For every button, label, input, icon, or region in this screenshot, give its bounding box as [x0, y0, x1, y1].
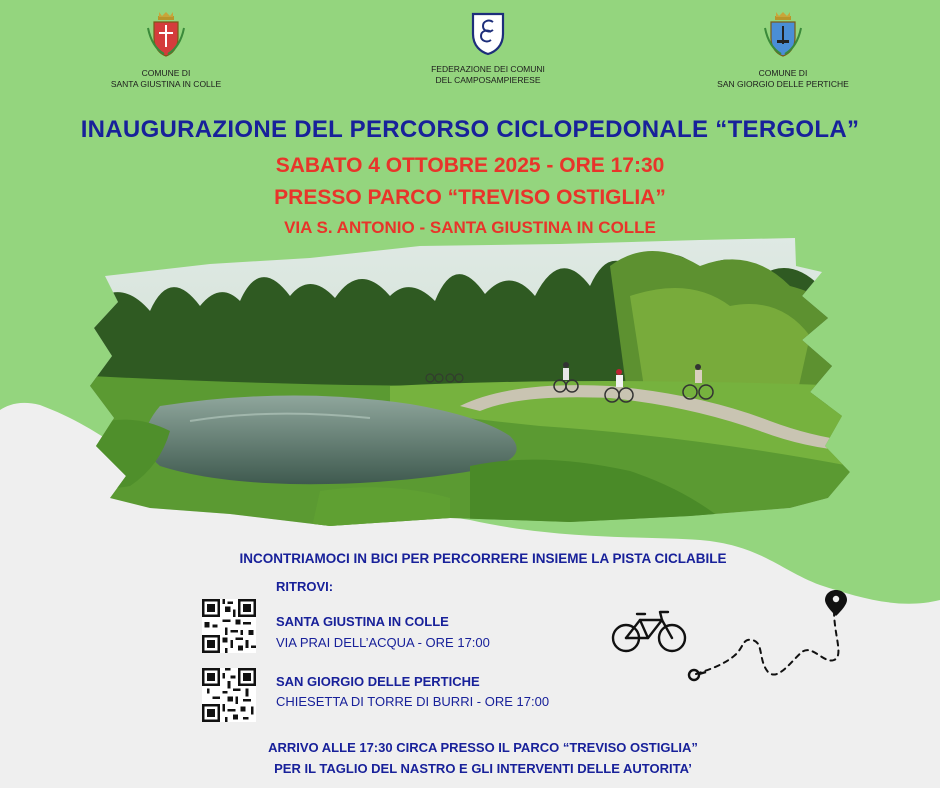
- coat-of-arms-icon: [144, 10, 188, 58]
- meeting-point-detail: CHIESETTA DI TORRE DI BURRI - ORE 17:00: [276, 694, 550, 709]
- qr-code-icon[interactable]: [202, 668, 256, 722]
- event-place: PRESSO PARCO “TREVISO OSTIGLIA”: [274, 186, 666, 209]
- logo-caption: COMUNE DI SANTA GIUSTINA IN COLLE: [110, 68, 222, 89]
- bicycle-icon: [610, 608, 688, 656]
- arrival-line-1: ARRIVO ALLE 17:30 CIRCA PRESSO IL PARCO “TREVISO OSTIGLIA”: [268, 740, 698, 755]
- federation-shield-icon: [470, 10, 506, 56]
- logo-federazione: [388, 10, 588, 86]
- invite-text: INCONTRIAMOCI IN BICI PER PERCORRERE INSIEME LA PISTA CICLABILE: [239, 551, 727, 566]
- event-address: VIA S. ANTONIO - SANTA GIUSTINA IN COLLE: [284, 218, 656, 237]
- coat-of-arms-icon: [761, 10, 805, 58]
- meeting-point-detail: VIA PRAI DELL’ACQUA - ORE 17:00: [276, 635, 490, 650]
- event-title: INAUGURAZIONE DEL PERCORSO CICLOPEDONALE “TERGOLA”: [80, 116, 860, 143]
- meeting-point-name: SANTA GIUSTINA IN COLLE: [276, 614, 449, 629]
- event-date: SABATO 4 OTTOBRE 2025 - ORE 17:30: [275, 154, 665, 177]
- logo-caption: COMUNE DI SAN GIORGIO DELLE PERTICHE: [717, 68, 849, 89]
- meeting-points-label: RITROVI:: [276, 579, 334, 594]
- logo-santa-giustina: [66, 10, 266, 90]
- meeting-point-name: SAN GIORGIO DELLE PERTICHE: [276, 674, 480, 689]
- route-pin-icon: [684, 586, 850, 686]
- logo-caption: FEDERAZIONE DEI COMUNI DEL CAMPOSAMPIERESE: [431, 64, 545, 85]
- park-photo: [90, 236, 850, 536]
- logo-san-giorgio: [683, 10, 883, 90]
- qr-code-icon[interactable]: [202, 599, 256, 653]
- arrival-line-2: PER IL TAGLIO DEL NASTRO E GLI INTERVENTI DELLE AUTORITA’: [274, 761, 692, 776]
